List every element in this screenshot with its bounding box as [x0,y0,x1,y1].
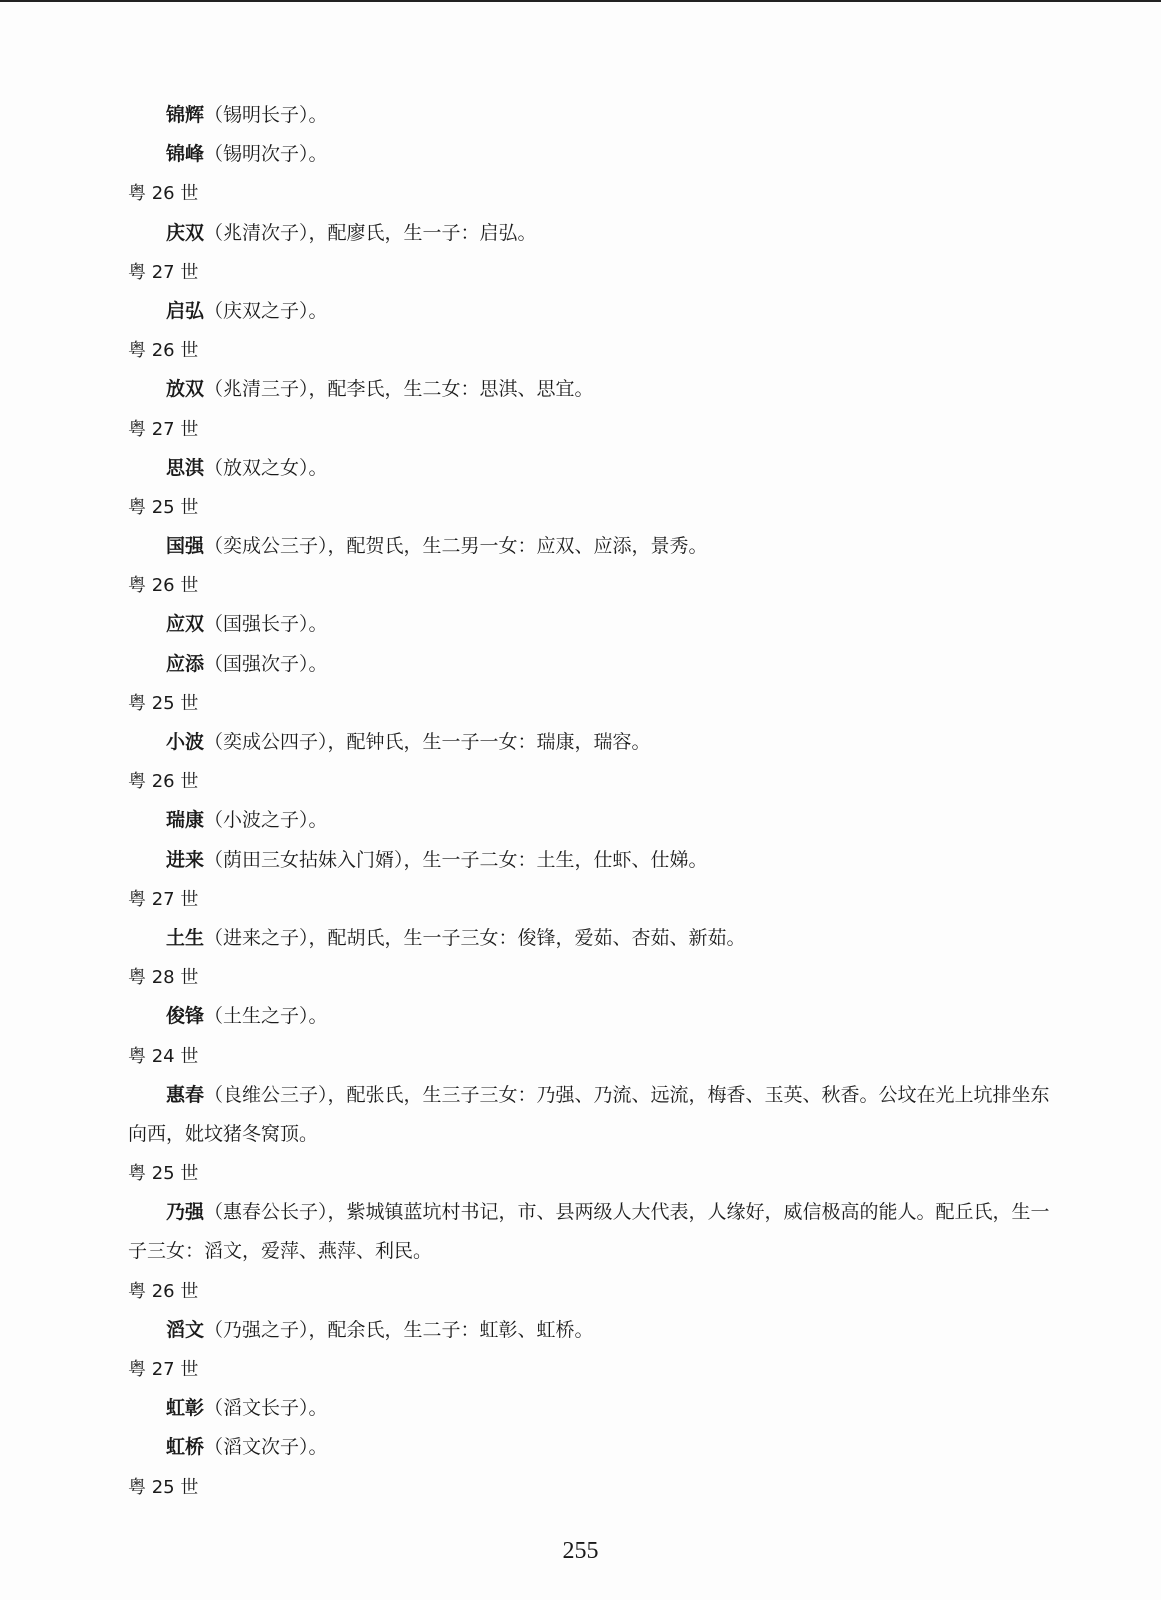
person-description: （土生之子）。 [204,1005,328,1028]
person-name: 进来 [166,848,205,871]
person-description: （庆双之子）。 [204,299,328,322]
generation-heading: 粤 27 世 [128,418,199,440]
person-entry [128,645,1058,684]
person-entry [128,1389,1058,1428]
person-name: 瑞康 [166,809,205,832]
generation-heading: 粤 27 世 [128,1359,199,1381]
person-description: （锡明次子）。 [204,143,328,166]
generation-heading: 粤 26 世 [128,183,199,205]
person-name: 虹桥 [166,1436,205,1459]
person-name: 庆双 [166,221,205,244]
generation-heading: 粤 26 世 [128,1280,199,1302]
person-entry [128,605,1058,644]
person-entry [128,1311,1058,1350]
person-name: 惠春 [166,1083,205,1106]
person-name: 乃强 [166,1201,205,1224]
person-description: （惠春公长子），紫城镇蓝坑村书记，市、县两级人大代表，人缘好，威信极高的能人。配丘氏，生一子三女：滔文，爱萍、燕萍、利民。 [128,1201,1050,1263]
person-description: （荫田三女拈妹入门婿），生一子二女：土生，仕虾、仕娣。 [204,848,708,871]
person-entry [128,919,1058,958]
generation-heading: 粤 28 世 [128,967,199,989]
person-entry [128,449,1058,488]
person-description: （国强次子）。 [204,652,328,675]
person-description: （滔文长子）。 [204,1397,328,1420]
generation-heading: 粤 25 世 [128,1476,199,1498]
person-entry [128,1428,1058,1467]
person-entry [128,1193,1058,1271]
generation-heading: 粤 26 世 [128,340,199,362]
top-border-rule [0,0,1161,2]
person-description: （兆清次子），配廖氏，生一子：启弘。 [204,221,537,244]
person-name: 虹彰 [166,1397,205,1420]
person-description: （锡明长子）。 [204,104,328,126]
person-name: 土生 [166,926,205,949]
person-entry [128,214,1058,253]
person-description: （国强长子）。 [204,613,328,636]
person-name: 放双 [166,378,205,401]
person-name: 国强 [166,535,205,558]
person-entry [128,801,1058,840]
person-description: （放双之女）。 [204,456,328,479]
person-entry [128,96,1058,135]
person-description: （奕成公三子），配贺氏，生二男一女：应双、应添，景秀。 [204,535,708,558]
person-entry [128,997,1058,1036]
person-description: （乃强之子），配余氏，生二子：虹彰、虹桥。 [204,1318,594,1341]
person-name: 俊锋 [166,1005,205,1028]
person-entry [128,723,1058,762]
generation-heading: 粤 26 世 [128,771,199,793]
person-name: 滔文 [166,1318,205,1341]
person-description: （良维公三子），配张氏，生三子三女：乃强、乃流、远流，梅香、玉英、秋香。公坟在光上坑排坐东向西，妣坟猪冬窝顶。 [128,1083,1050,1145]
generation-heading: 粤 25 世 [128,692,199,714]
person-entry [128,292,1058,331]
person-entry [128,370,1058,409]
person-entry [128,1076,1058,1154]
person-name: 锦峰 [166,143,205,166]
generation-heading: 粤 25 世 [128,1163,199,1185]
generation-heading: 粤 26 世 [128,575,199,597]
person-name: 思淇 [166,456,205,479]
generation-heading: 粤 27 世 [128,261,199,283]
person-description: （进来之子），配胡氏，生一子三女：俊锋，爱茹、杏茹、新茹。 [204,926,746,949]
person-name: 应双 [166,613,205,636]
person-name: 锦辉 [166,104,205,126]
person-description: （小波之子）。 [204,809,328,832]
person-name: 启弘 [166,299,205,322]
person-entry [128,527,1058,566]
person-entry [128,135,1058,174]
genealogy-text-body [128,96,1058,1507]
generation-heading: 粤 27 世 [128,888,199,910]
person-description: （滔文次子）。 [204,1436,328,1459]
person-name: 小波 [166,731,205,753]
generation-heading: 粤 24 世 [128,1045,199,1067]
person-description: （奕成公四子），配钟氏，生一子一女：瑞康，瑞容。 [204,731,651,753]
person-name: 应添 [166,652,205,675]
generation-heading: 粤 25 世 [128,496,199,518]
person-entry [128,841,1058,880]
page-number: 255 [562,1538,599,1564]
person-description: （兆清三子），配李氏，生二女：思淇、思宜。 [204,378,594,401]
